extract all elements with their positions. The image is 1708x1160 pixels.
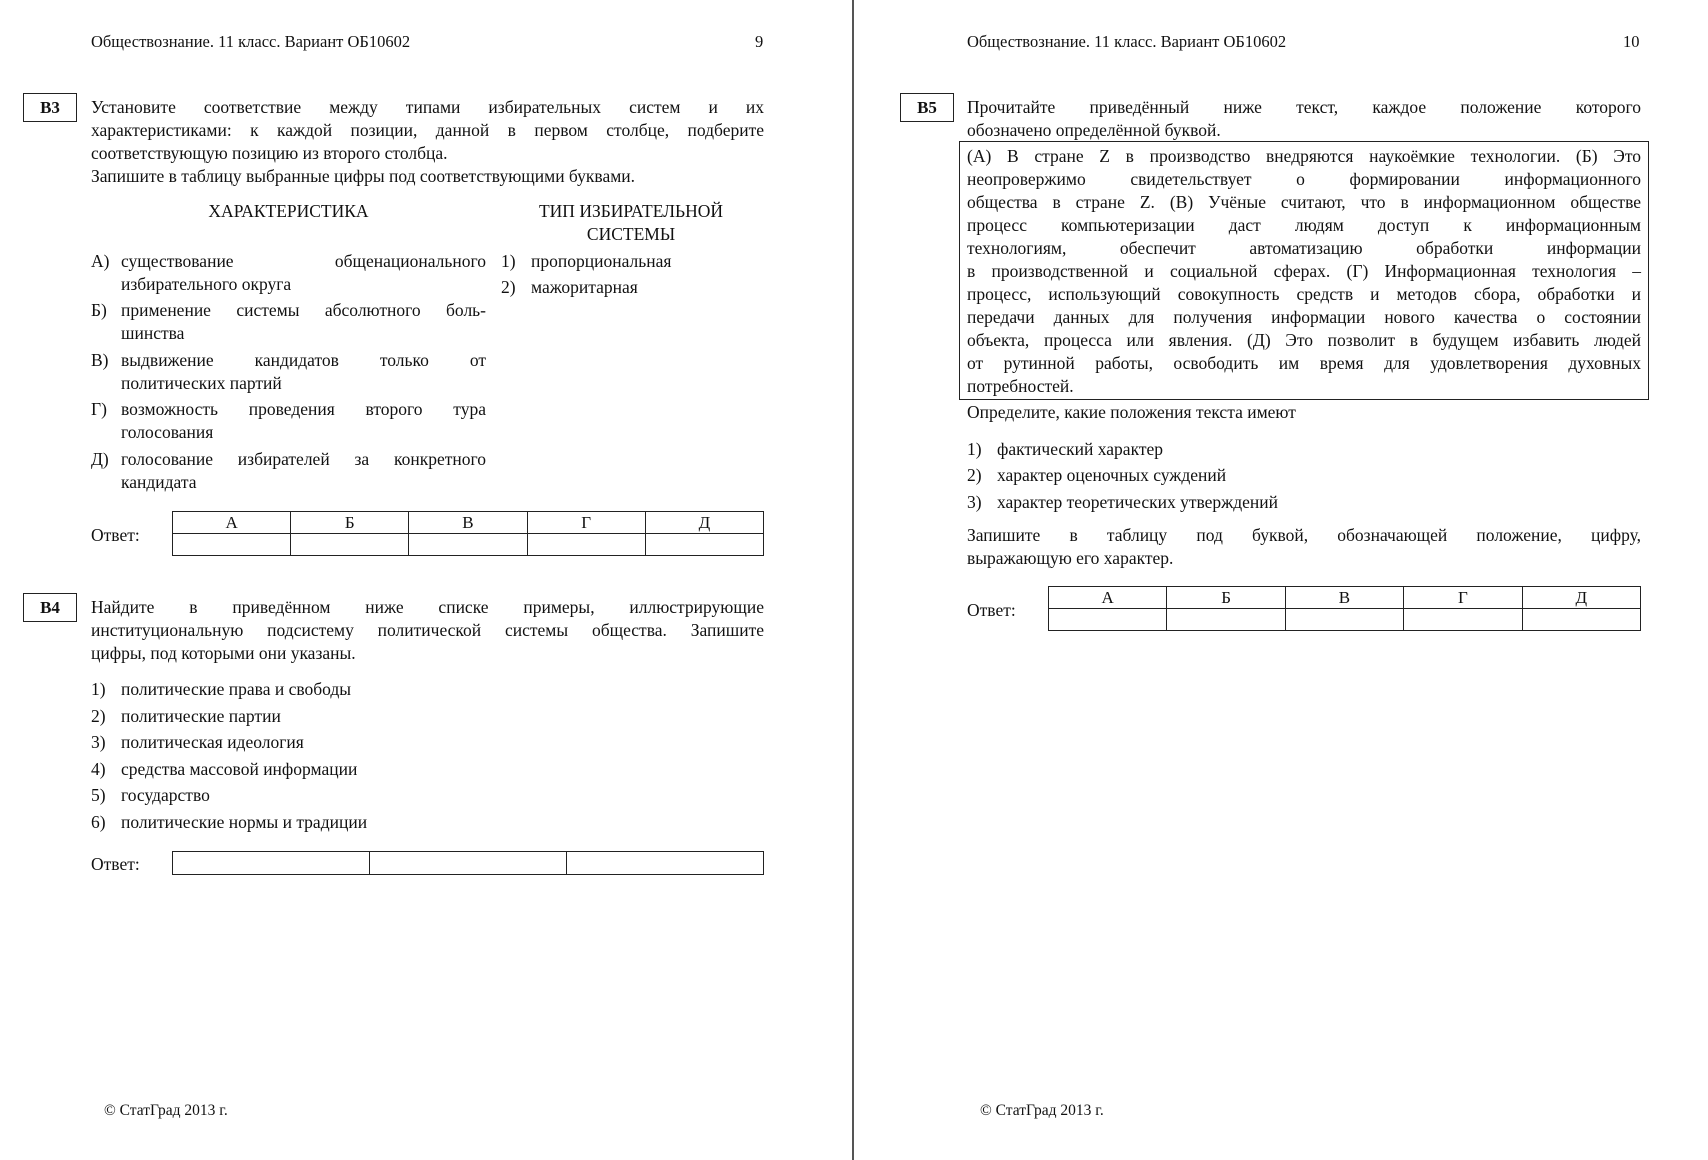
answer-header-row xyxy=(1049,587,1641,609)
page-footer: © СтатГрад 2013 г. xyxy=(980,1102,1104,1119)
page-number: 9 xyxy=(755,32,764,51)
b5-option-num: 2) xyxy=(967,465,982,485)
b4-item-num: 6) xyxy=(91,812,106,832)
answer-header-cell: Б xyxy=(291,512,409,534)
b3-col2-header-line1: ТИП ИЗБИРАТЕЛЬНОЙ xyxy=(538,201,723,221)
char-d-letter: Д) xyxy=(91,449,109,469)
b3-instr-line-2: характеристиками: к каждой позиции, данной в первом столбце, подберите xyxy=(91,120,764,140)
b3-instr-line-4: Запишите в таблицу выбранные цифры под соответствующими буквами. xyxy=(91,166,636,186)
answer-header-cell: Б xyxy=(1167,587,1285,609)
question-label-b4: B4 xyxy=(23,593,77,622)
answer-input-row xyxy=(173,534,764,556)
b4-item-num: 5) xyxy=(91,785,106,805)
char-g-letter: Г) xyxy=(91,399,107,419)
b4-item-num: 1) xyxy=(91,679,106,699)
answer-header-cell: А xyxy=(173,512,291,534)
b5-option-text: фактический характер xyxy=(997,439,1164,459)
type-item-text: мажоритарная xyxy=(531,277,638,297)
b4-instr-line-2: институциональную подсистему политической системы общества. Запишите xyxy=(91,620,764,640)
b3-instr-line-1: Установите соответствие между типами избирательных систем и их xyxy=(91,97,764,117)
passage-line: процесс, использующий совокупность средств и методов сбора, обработки и xyxy=(967,284,1641,304)
answer-header-cell: В xyxy=(1285,587,1403,609)
b4-item-num: 2) xyxy=(91,706,106,726)
b4-item-text: государство xyxy=(121,785,210,805)
passage-line: в производственной и социальной сферах. (Г) Информационная технология – xyxy=(967,261,1641,281)
b5-option-text: характер теоретических утверждений xyxy=(997,492,1279,512)
b3-answer-table xyxy=(172,511,764,556)
char-a-letter: А) xyxy=(91,251,110,271)
b5-answer-table xyxy=(1048,586,1641,631)
answer-header-cell: А xyxy=(1049,587,1167,609)
answer-cell-v[interactable] xyxy=(409,534,527,556)
question-label-b3: B3 xyxy=(23,93,77,122)
answer-input-row xyxy=(1049,609,1641,631)
char-d-line1: голосование избирателей за конкретного xyxy=(121,449,486,469)
page-left xyxy=(0,0,852,1160)
b4-answer-cell-2[interactable] xyxy=(369,852,566,875)
answer-header-cell: Г xyxy=(527,512,645,534)
b3-answer-label: Ответ: xyxy=(91,525,140,545)
b4-instr-line-1: Найдите в приведённом ниже списке примеры, иллюстрирующие xyxy=(91,597,764,617)
answer-cell-v[interactable] xyxy=(1285,609,1403,631)
b3-col1-header: ХАРАКТЕРИСТИКА xyxy=(208,201,369,221)
b4-answer-table xyxy=(172,851,764,875)
page-header: Обществознание. 11 класс. Вариант ОБ10602 xyxy=(967,32,1287,51)
b5-intro-line-1: Прочитайте приведённый ниже текст, каждое положение которого xyxy=(967,97,1641,117)
char-a-line1: существование общенационального xyxy=(121,251,486,271)
type-item-text: пропорциональная xyxy=(531,251,672,271)
char-d-line2: кандидата xyxy=(121,472,197,492)
b4-item-text: политические права и свободы xyxy=(121,679,352,699)
question-label-b5: B5 xyxy=(900,93,954,122)
answer-cell-g[interactable] xyxy=(527,534,645,556)
passage-line: объекта, процесса или явления. (Д) Это позволит в будущем избавить людей xyxy=(967,330,1641,350)
b4-item-num: 3) xyxy=(91,732,106,752)
answer-header-cell: Д xyxy=(1522,587,1640,609)
b4-answer-cell-3[interactable] xyxy=(566,852,763,875)
answer-header-cell: Д xyxy=(645,512,763,534)
b4-answer-cell-1[interactable] xyxy=(173,852,370,875)
answer-cell-b[interactable] xyxy=(1167,609,1285,631)
page-number: 10 xyxy=(1623,32,1640,51)
b5-option-num: 1) xyxy=(967,439,982,459)
answer-cell-b[interactable] xyxy=(291,534,409,556)
passage-line: от рутинной работы, освободить им время для удовлетворения духовных xyxy=(967,353,1641,373)
b5-intro-line-2: обозначено определённой буквой. xyxy=(967,120,1221,140)
b4-item-num: 4) xyxy=(91,759,106,779)
passage-line: передачи данных для получения информации нового качества о состоянии xyxy=(967,307,1641,327)
answer-header-cell: В xyxy=(409,512,527,534)
b5-write-line-2: выражающую его характер. xyxy=(967,548,1174,568)
b3-col2-header-line2: СИСТЕМЫ xyxy=(586,224,676,244)
passage-line-last: потребностей. xyxy=(967,376,1074,396)
page-divider xyxy=(852,0,854,1160)
b4-item-text: средства массовой информации xyxy=(121,759,358,779)
page-header: Обществознание. 11 класс. Вариант ОБ10602 xyxy=(91,32,411,51)
passage-line: (А) В стране Z в производство внедряются наукоёмкие технологии. (Б) Это xyxy=(967,146,1641,166)
char-b-line2: шинства xyxy=(121,323,185,343)
b5-option-num: 3) xyxy=(967,492,982,512)
char-v-letter: В) xyxy=(91,350,109,370)
answer-header-cell: Г xyxy=(1404,587,1522,609)
passage-line: процесс компьютеризации даст людям доступ к информационным xyxy=(967,215,1641,235)
answer-cell-d[interactable] xyxy=(1522,609,1640,631)
answer-cell-a[interactable] xyxy=(173,534,291,556)
page-footer: © СтатГрад 2013 г. xyxy=(104,1102,228,1119)
b3-instr-line-3: соответствующую позицию из второго столбца. xyxy=(91,143,448,163)
char-v-line1: выдвижение кандидатов только от xyxy=(121,350,486,370)
answer-cell-d[interactable] xyxy=(645,534,763,556)
type-item-num: 1) xyxy=(501,251,516,271)
char-a-line2: избирательного округа xyxy=(121,274,292,294)
b5-option-text: характер оценочных суждений xyxy=(997,465,1227,485)
b4-instr-line-3: цифры, под которыми они указаны. xyxy=(91,643,356,663)
b4-answer-label: Ответ: xyxy=(91,854,140,874)
passage-line: технологиям, обеспечит автоматизацию обработки информации xyxy=(967,238,1641,258)
char-g-line1: возможность проведения второго тура xyxy=(121,399,486,419)
type-item-num: 2) xyxy=(501,277,516,297)
b5-question: Определите, какие положения текста имеют xyxy=(967,402,1296,422)
b5-write-line-1: Запишите в таблицу под буквой, обозначающей положение, цифру, xyxy=(967,525,1641,545)
passage-line: общества в стране Z. (В) Учёные считают, что в информационном обществе xyxy=(967,192,1641,212)
answer-cell-a[interactable] xyxy=(1049,609,1167,631)
answer-header-row xyxy=(173,512,764,534)
answer-cell-g[interactable] xyxy=(1404,609,1522,631)
page-right xyxy=(856,0,1708,1160)
char-b-line1: применение системы абсолютного боль- xyxy=(121,300,486,320)
passage-line: неопровержимо свидетельствует о формировании информационного xyxy=(967,169,1641,189)
char-b-letter: Б) xyxy=(91,300,107,320)
char-v-line2: политических партий xyxy=(121,373,282,393)
b4-item-text: политическая идеология xyxy=(121,732,304,752)
answer-input-row xyxy=(173,852,764,875)
char-g-line2: голосования xyxy=(121,422,214,442)
b4-item-text: политические партии xyxy=(121,706,281,726)
b4-item-text: политические нормы и традиции xyxy=(121,812,368,832)
b5-answer-label: Ответ: xyxy=(967,600,1016,620)
